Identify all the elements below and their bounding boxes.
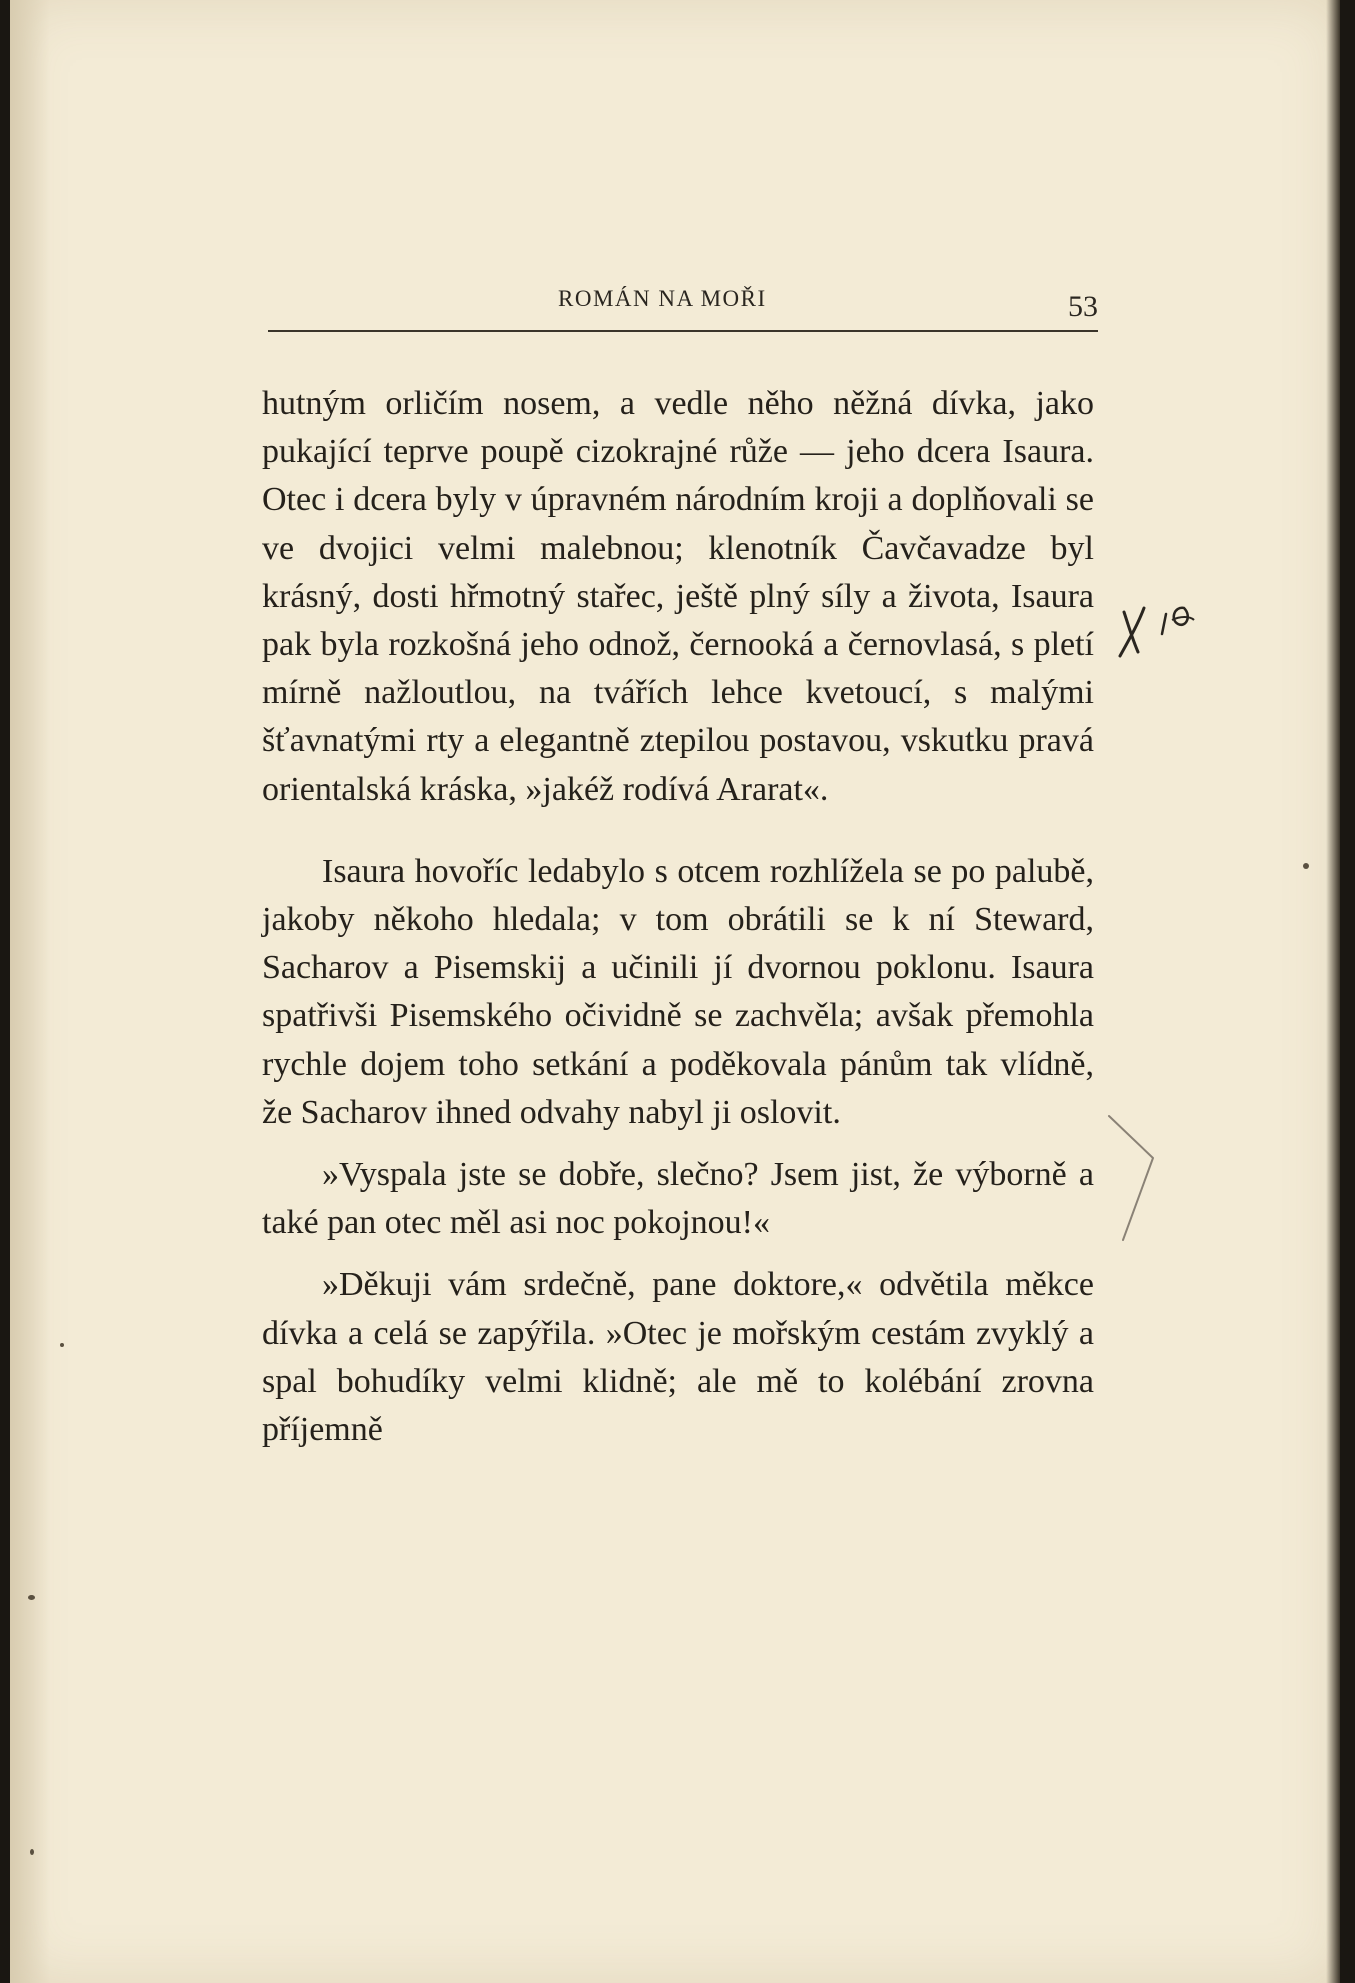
paragraph: »Děkuji vám srdečně, pane doktore,« odvětila měkce dívka a celá se zapýřila. »Otec je mořským cestám zvyklý a spal bohudíky velmi klidně; ale mě to kolébání zrovna příjemně bbox=[262, 1266, 1094, 1449]
paragraph: Isaura hovoříc ledabylo s otcem rozhlížela se po palubě, jakoby někoho hledala; v tom obrátili se k ní Steward, Sacharov a Pisemskij a učinili jí dvornou poklonu. Isaura spatřivši Pisemského očividně se zachvěla; avšak přemohla rychle dojem toho setkání a poděkovala pánům tak vlídně, že Sacharov ihned odvahy nabyl ji oslovit. bbox=[262, 852, 1094, 1131]
pencil-chevron-mark bbox=[1105, 1110, 1165, 1250]
header-rule bbox=[268, 330, 1098, 332]
running-title: ROMÁN NA MOŘI bbox=[558, 286, 767, 311]
book-page bbox=[10, 0, 1340, 1983]
page-edge-shadow bbox=[1326, 0, 1340, 1983]
paragraph: »Vyspala jste se dobře, slečno? Jsem jist, že výborně a také pan otec měl asi noc pokojnou!« bbox=[262, 1156, 1094, 1242]
binding-edge bbox=[10, 0, 50, 1983]
paper-speck bbox=[28, 1595, 35, 1600]
paper-speck bbox=[1303, 863, 1309, 869]
body-text bbox=[262, 380, 1094, 1454]
paper-speck bbox=[30, 1849, 34, 1855]
paper-speck bbox=[60, 1343, 64, 1347]
handwritten-margin-note bbox=[1110, 590, 1220, 670]
page-number: 53 bbox=[1068, 290, 1098, 323]
paragraph: hutným orličím nosem, a vedle něho něžná dívka, jako pukající teprve poupě cizokrajné růže — jeho dcera Isaura. Otec i dcera byly v úpravném národním kroji a doplňovali se ve dvojici velmi malebnou; klenotník Čavčavadze byl krásný, dosti hřmotný stařec, ještě plný síly a života, Isaura pak byla rozkošná jeho odnož, černooká a černovlasá, s pletí mírně nažloutlou, na tvářích lehce kvetoucí, s malými šťavnatými rty a elegantně ztepilou postavou, vskutku pravá orientalská kráska, »jakéž rodívá Ararat«. bbox=[262, 385, 1094, 808]
running-header bbox=[268, 268, 1098, 338]
